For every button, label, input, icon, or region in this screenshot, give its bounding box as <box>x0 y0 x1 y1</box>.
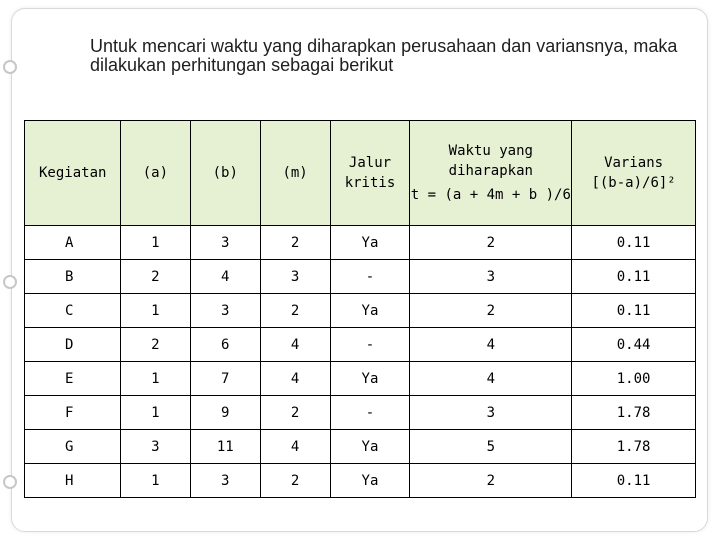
header-waktu-line2: diharapkan <box>448 163 533 179</box>
cell-kegiatan: D <box>25 328 121 362</box>
table-row <box>25 362 696 396</box>
cell-jalur: Ya <box>330 226 410 260</box>
table-header-row <box>25 121 696 226</box>
cell-jalur: - <box>330 328 410 362</box>
cell-kegiatan: H <box>25 464 121 498</box>
cell-m: 4 <box>260 430 330 464</box>
cell-kegiatan: G <box>25 430 121 464</box>
cell-jalur: - <box>330 260 410 294</box>
cell-kegiatan: E <box>25 362 121 396</box>
cell-m: 2 <box>260 294 330 328</box>
cell-t: 4 <box>410 362 572 396</box>
cell-m: 2 <box>260 396 330 430</box>
table-row <box>25 294 696 328</box>
cell-t: 2 <box>410 294 572 328</box>
cell-a: 2 <box>120 328 190 362</box>
cell-varians: 1.00 <box>572 362 696 396</box>
cell-a: 2 <box>120 260 190 294</box>
cell-jalur: - <box>330 396 410 430</box>
cell-m: 2 <box>260 226 330 260</box>
cell-t: 2 <box>410 464 572 498</box>
header-a: (a) <box>120 121 190 226</box>
cell-t: 5 <box>410 430 572 464</box>
cell-a: 1 <box>120 294 190 328</box>
cell-m: 2 <box>260 464 330 498</box>
cell-varians: 1.78 <box>572 430 696 464</box>
cell-a: 1 <box>120 396 190 430</box>
cell-varians: 0.11 <box>572 260 696 294</box>
cell-kegiatan: B <box>25 260 121 294</box>
cell-varians: 0.11 <box>572 294 696 328</box>
table-row <box>25 464 696 498</box>
table-row <box>25 328 696 362</box>
cell-varians: 0.11 <box>572 464 696 498</box>
binder-ring-icon <box>3 60 17 74</box>
cell-b: 4 <box>190 260 260 294</box>
cell-a: 3 <box>120 430 190 464</box>
header-varians-line1: Varians <box>604 155 664 171</box>
slide-title: Untuk mencari waktu yang diharapkan perusahaan dan variansnya, maka dilakukan perhitungan sebagai berikut <box>90 36 678 75</box>
cell-t: 4 <box>410 328 572 362</box>
header-varians-line2: [(b-a)/6]² <box>591 175 676 191</box>
cell-varians: 1.78 <box>572 396 696 430</box>
cell-kegiatan: F <box>25 396 121 430</box>
cell-m: 3 <box>260 260 330 294</box>
cell-jalur: Ya <box>330 430 410 464</box>
header-jalur-kritis <box>330 121 410 226</box>
pert-table <box>24 120 696 498</box>
cell-b: 9 <box>190 396 260 430</box>
cell-a: 1 <box>120 362 190 396</box>
header-jalur-line2: kritis <box>344 175 396 191</box>
cell-t: 3 <box>410 396 572 430</box>
cell-kegiatan: A <box>25 226 121 260</box>
table-row <box>25 226 696 260</box>
header-waktu-line3: t = (a + 4m + b )/6 <box>410 187 571 203</box>
cell-b: 11 <box>190 430 260 464</box>
cell-b: 3 <box>190 294 260 328</box>
cell-a: 1 <box>120 464 190 498</box>
cell-varians: 0.11 <box>572 226 696 260</box>
cell-b: 7 <box>190 362 260 396</box>
binder-ring-icon <box>3 275 17 289</box>
cell-t: 3 <box>410 260 572 294</box>
cell-b: 3 <box>190 226 260 260</box>
header-b: (b) <box>190 121 260 226</box>
table-row <box>25 260 696 294</box>
cell-m: 4 <box>260 362 330 396</box>
binder-ring-icon <box>3 475 17 489</box>
cell-t: 2 <box>410 226 572 260</box>
table-row <box>25 430 696 464</box>
header-waktu <box>410 121 572 226</box>
header-jalur-line1: Jalur <box>348 155 392 171</box>
cell-kegiatan: C <box>25 294 121 328</box>
cell-jalur: Ya <box>330 464 410 498</box>
cell-m: 4 <box>260 328 330 362</box>
cell-b: 6 <box>190 328 260 362</box>
cell-b: 3 <box>190 464 260 498</box>
cell-varians: 0.44 <box>572 328 696 362</box>
header-waktu-line1: Waktu yang <box>448 143 533 159</box>
cell-a: 1 <box>120 226 190 260</box>
header-m: (m) <box>260 121 330 226</box>
header-kegiatan: Kegiatan <box>25 121 121 226</box>
table-row <box>25 396 696 430</box>
cell-jalur: Ya <box>330 362 410 396</box>
cell-jalur: Ya <box>330 294 410 328</box>
header-varians <box>572 121 696 226</box>
